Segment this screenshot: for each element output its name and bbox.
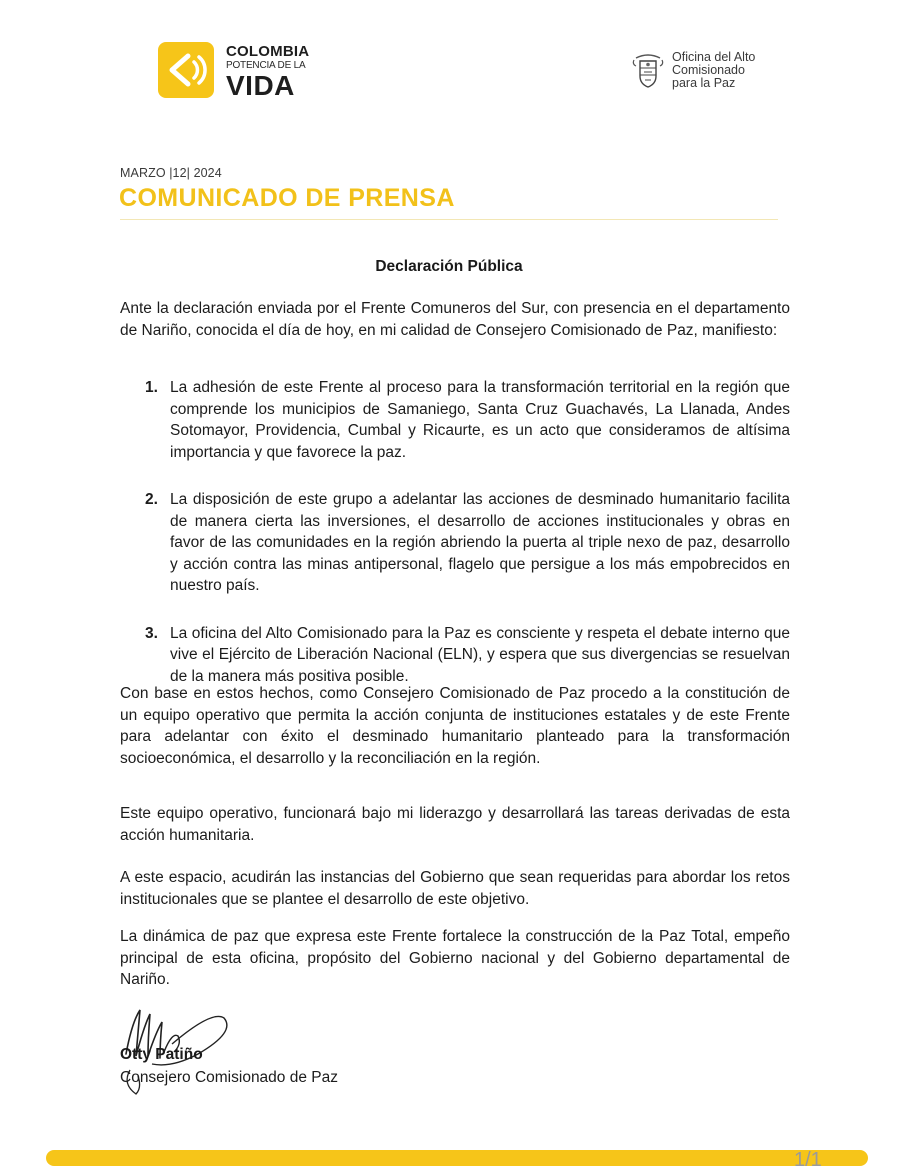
- list-item-text: La oficina del Alto Comisionado para la Paz es consciente y respeta el debate interno que vive el Ejército de Liberación Nacional (ELN), y espera que sus divergencias se resuelvan de la manera más positiva posible.: [170, 624, 790, 685]
- logo-mark-icon: [158, 42, 214, 98]
- signer-role: Consejero Comisionado de Paz: [120, 1069, 338, 1086]
- list-item-text: La disposición de este grupo a adelantar las acciones de desminado humanitario facilita de manera cierta las inversiones, el desarrollo de acciones institucionales y obras en favor de las comunidades en la región abriendo la puerta al triple nexo de paz, desarrollo y acción contra las minas antipersonal, flagelo que persigue a los más empobrecidos en nuestro país.: [170, 491, 790, 594]
- declaration-heading: Declaración Pública: [375, 258, 523, 275]
- office-logo: [630, 51, 810, 97]
- colombia-potencia-de-la-vida-logo: [158, 42, 328, 104]
- paragraph-leadership: Este equipo operativo, funcionará bajo mi liderazgo y desarrollará las tareas derivadas de esta acción humanitaria.: [120, 805, 790, 844]
- list-item: [120, 623, 790, 688]
- list-item-text: La adhesión de este Frente al proceso para la transformación territorial en la región que comprende los municipios de Samaniego, Santa Cruz Guachavés, La Llanada, Andes Sotomayor, Providencia, Cumbal y Ricaurte, es un acto que consideramos de altísima importancia y que favorece la paz.: [170, 379, 790, 461]
- brand-line-3: VIDA: [226, 70, 295, 101]
- coat-of-arms-icon: [630, 52, 666, 90]
- paragraph-paz-total: La dinámica de paz que expresa este Frente fortalece la construcción de la Paz Total, empeño principal de esta oficina, propósito del Gobierno nacional y del Gobierno departamental de Nariño.: [120, 928, 790, 988]
- office-line-2: Comisionado: [672, 63, 745, 77]
- intro-paragraph: Ante la declaración enviada por el Frente Comuneros del Sur, con presencia en el departamento de Nariño, conocida el día de hoy, en mi calidad de Consejero Comisionado de Paz, manifiesto:: [120, 300, 790, 339]
- numbered-list: [120, 377, 790, 713]
- brand-line-2: POTENCIA DE LA: [226, 60, 306, 71]
- signer-name: Otty Patiño: [120, 1046, 203, 1063]
- list-item: [120, 489, 790, 597]
- list-item-number: 3.: [145, 624, 158, 642]
- brand-line-1: COLOMBIA: [226, 43, 310, 60]
- brand-wordmark: [226, 44, 309, 100]
- paragraph-government-instances: A este espacio, acudirán las instancias del Gobierno que sean requeridas para abordar los retos institucionales que se plantee el desarrollo de este objetivo.: [120, 869, 790, 908]
- page-title: COMUNICADO DE PRENSA: [119, 184, 455, 212]
- office-name: [672, 51, 755, 90]
- page-number: 1/1: [794, 1149, 822, 1171]
- list-item: [120, 377, 790, 463]
- office-line-1: Oficina del Alto: [672, 50, 756, 64]
- footer-bar: [46, 1150, 868, 1166]
- release-date: MARZO |12| 2024: [120, 166, 222, 180]
- list-item-number: 2.: [145, 491, 158, 508]
- list-item-number: 1.: [145, 379, 158, 396]
- office-line-3: para la Paz: [672, 76, 736, 90]
- paragraph-operational-team: Con base en estos hechos, como Consejero Comisionado de Paz procedo a la constitución de un equipo operativo que permita la acción conjunta de instituciones estatales y de este Frente para adelantar con éxito el desminado humanitario planteado para la transformación socioeconómica, el desarrollo y la reconciliación en la región.: [120, 685, 790, 767]
- title-divider: [120, 219, 778, 220]
